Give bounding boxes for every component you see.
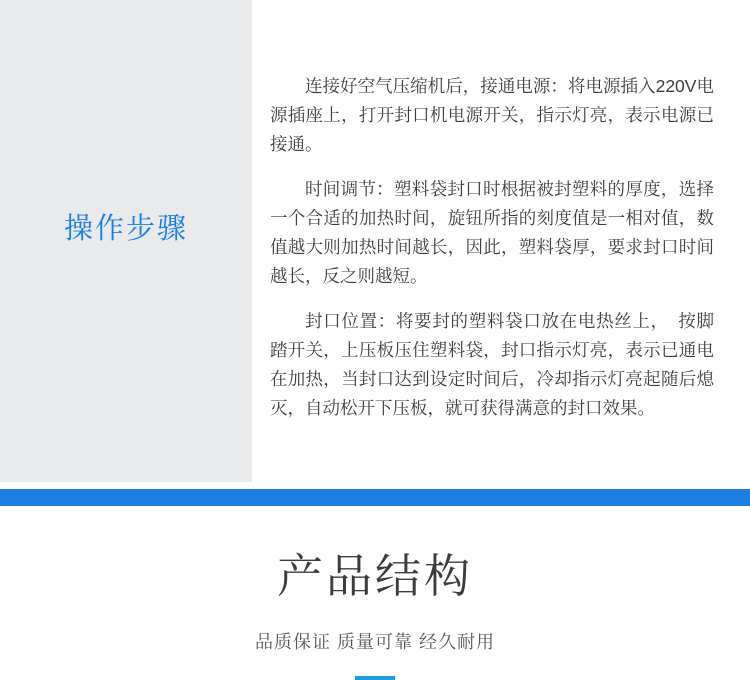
step-paragraph: 连接好空气压缩机后，接通电源：将电源插入220V电源插座上，打开封口机电源开关，指示灯亮，表示电源已接通。 <box>270 76 714 154</box>
page-title: 操作步骤 <box>63 213 188 245</box>
section-heading: 产品结构 <box>277 550 473 602</box>
steps-paragraph-list <box>270 72 714 423</box>
steps-text-panel <box>252 0 750 482</box>
blue-divider-bar <box>0 489 750 506</box>
section-subheading: 品质保证 质量可靠 经久耐用 <box>254 632 495 652</box>
step-paragraph: 封口位置：将要封的塑料袋口放在电热丝上， 按脚踏开关，上压板压住塑料袋，封口指示灯亮，表示已通电在加热，当封口达到设定时间后，冷却指示灯亮起随后熄灭，自动松开下压板，就可获得满意的封口效果。 <box>270 311 714 418</box>
product-structure-section <box>0 506 750 680</box>
accent-underline <box>355 676 395 680</box>
step-paragraph: 时间调节：塑料袋封口时根据被封塑料的厚度，选择一个合适的加热时间，旋钮所指的刻度值是一相对值，数值越大则加热时间越长，因此，塑料袋厚，要求封口时间越长，反之则越短。 <box>270 179 714 286</box>
left-gray-panel <box>0 0 252 482</box>
